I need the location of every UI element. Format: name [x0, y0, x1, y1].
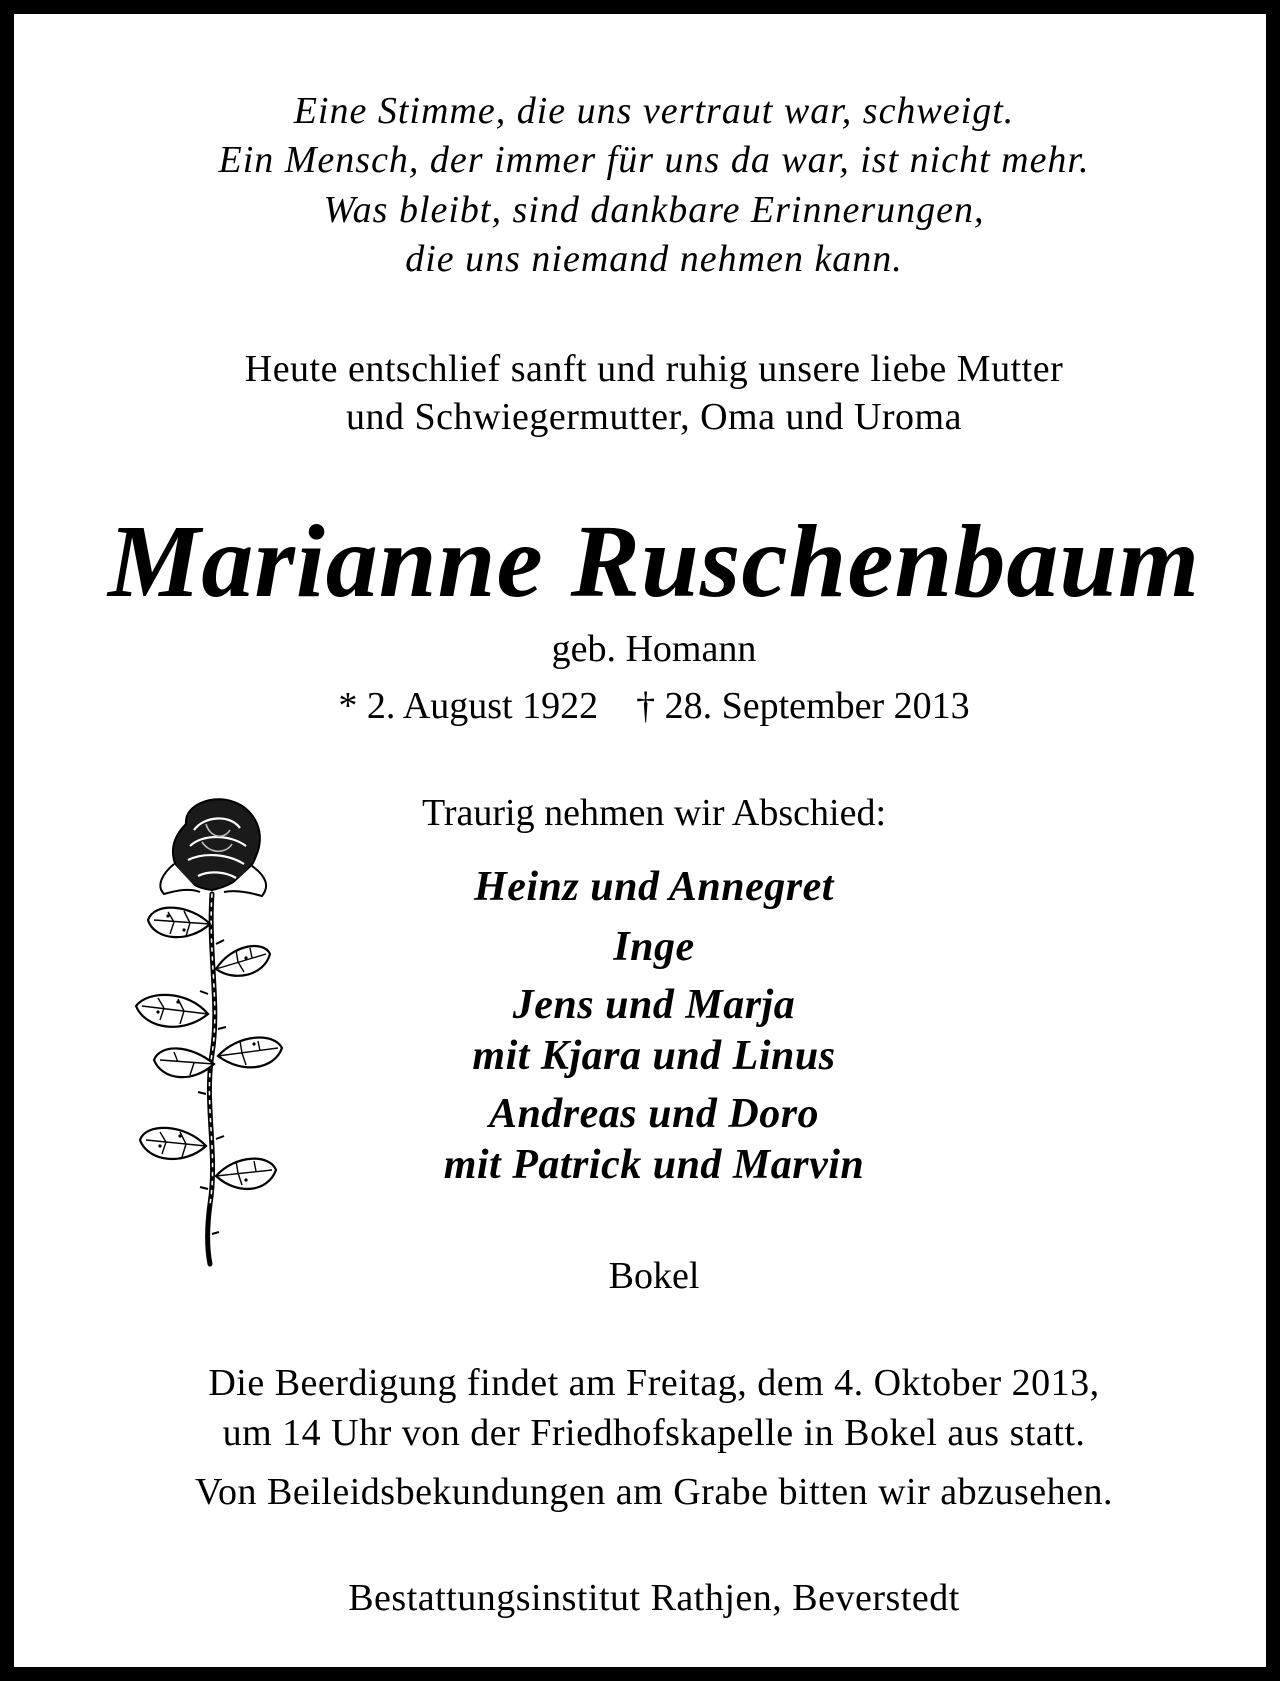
mourner-line-5: Andreas und Doro: [488, 1091, 820, 1137]
intro-line-2: und Schwiegermutter, Oma und Uroma: [346, 396, 962, 438]
place: Bokel: [608, 1255, 700, 1297]
poem-line-1: Eine Stimme, die uns vertraut war, schweigt.: [293, 90, 1015, 132]
mourner-line-2: Inge: [613, 924, 695, 970]
mourners-heading: Traurig nehmen wir Abschied:: [421, 792, 887, 834]
mourner-line-4: mit Kjara und Linus: [472, 1033, 836, 1079]
intro-line-1: Heute entschlief sanft und ruhig unsere liebe Mutter: [244, 348, 1064, 390]
mourner-line-1: Heinz und Annegret: [474, 864, 834, 910]
undertaker: Bestattungsinstitut Rathjen, Beverstedt: [348, 1577, 960, 1619]
mourner-line-3: Jens und Marja: [512, 982, 796, 1028]
funeral-line-1: Die Beerdigung findet am Freitag, dem 4. Oktober 2013,: [208, 1362, 1100, 1404]
poem-line-3: Was bleibt, sind dankbare Erinnerungen,: [323, 189, 985, 231]
funeral-line-2: um 14 Uhr von der Friedhofskapelle in Bokel aus statt.: [222, 1412, 1086, 1454]
life-dates: [28, 687, 1280, 725]
birth-date: * 2. August 1922: [338, 685, 599, 727]
condolence-note: Von Beileidsbekundungen am Grabe bitten wir abzusehen.: [194, 1471, 1113, 1513]
deceased-name: Marianne Ruschenbaum: [107, 504, 1201, 619]
poem-line-2: Ein Mensch, der immer für uns da war, ist nicht mehr.: [218, 139, 1090, 181]
birth-name: geb. Homann: [551, 628, 757, 670]
rose-icon: [134, 794, 294, 1274]
mourner-line-6: mit Patrick und Marvin: [443, 1142, 865, 1188]
poem-line-4: die uns niemand nehmen kann.: [405, 238, 903, 280]
death-date: † 28. September 2013: [636, 685, 970, 727]
